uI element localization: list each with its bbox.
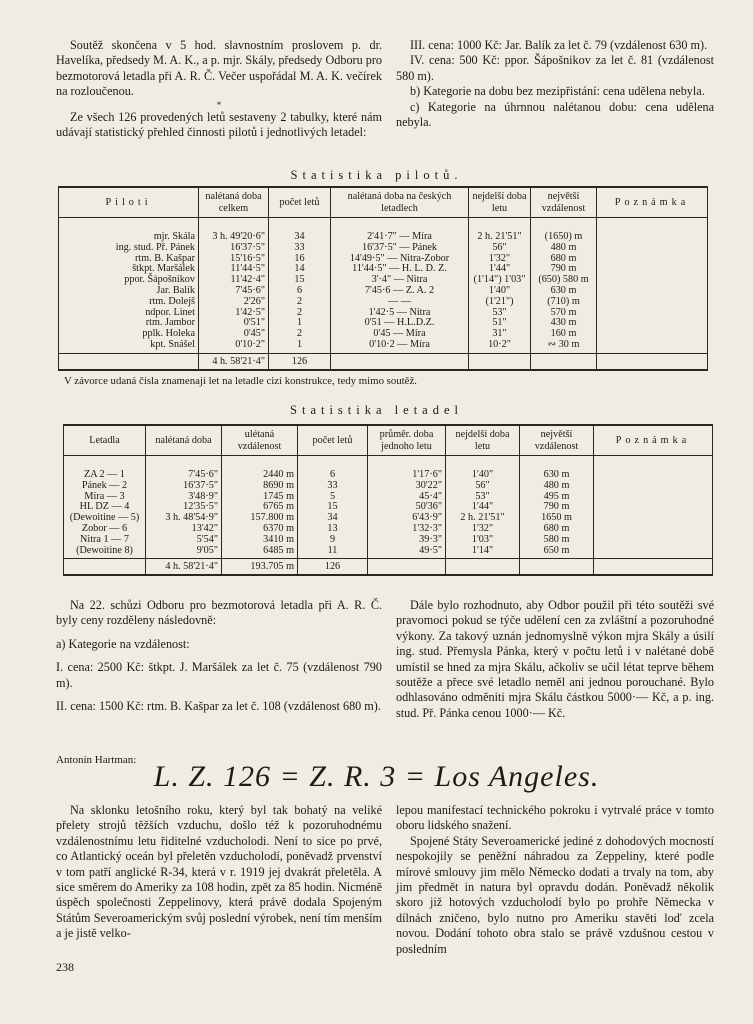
table-column: [146, 466, 222, 559]
table-cell: rtm. B. Kašpar: [135, 252, 195, 264]
table-cell: rtm. Jambor: [145, 317, 195, 329]
table-cell: 51": [492, 317, 507, 329]
table-cell: 1650 m: [541, 512, 572, 524]
table-cell: 160 m: [550, 328, 577, 340]
article-left-column: [56, 803, 382, 942]
table-cell: kpt. Snášel: [150, 338, 195, 350]
table-cell: 3 h. 49'20·6": [212, 231, 265, 242]
table-cell: 6485 m: [263, 544, 294, 556]
table-cell: ppor. Šápošnikov: [124, 274, 195, 286]
table-cell: [597, 545, 709, 556]
table-cell: 3 h. 48'54·9": [165, 512, 218, 524]
total-cell: [594, 559, 713, 576]
header-cell: Poznámka: [594, 425, 713, 456]
header-cell: ulétaná vzdálenost: [222, 425, 298, 456]
paragraph: I. cena: 2500 Kč: štkpt. J. Maršálek za let č. 75 (vzdálenost 790 m).: [56, 660, 382, 690]
table-cell: (1'21"): [485, 295, 514, 307]
table-cell: Míra — 3: [84, 490, 125, 502]
table-cell: 1'44": [471, 501, 494, 513]
table-cell: 0'45": [243, 328, 265, 340]
top-left-column: [56, 38, 382, 140]
table-cell: 16'37·5" — Pánek: [361, 241, 438, 253]
paragraph: II. cena: 1500 Kč: rtm. B. Kašpar za let č. 108 (vzdálenost 680 m).: [56, 699, 381, 714]
paragraph: IV. cena: 500 Kč: ppor. Šápošnikov za let č. 81 (vzdálenost 580 m).: [396, 53, 714, 83]
table-cell: 14'49·5" — Nitra-Zobor: [349, 252, 450, 264]
table-cell: 7'45·6": [188, 469, 218, 480]
total-cell: [331, 353, 469, 370]
header-cell: největší vzdálenost: [531, 187, 597, 218]
table-cell: — —: [388, 295, 411, 307]
table-cell: 2 h. 21'51": [477, 231, 522, 242]
table-cell: HL DZ — 4: [79, 501, 130, 513]
table-cell: 1: [296, 317, 303, 329]
plane-table-title: Statistika letadel: [290, 403, 463, 417]
table-cell: 157.800 m: [250, 512, 294, 524]
table-cell: 570 m: [550, 306, 577, 318]
table-cell: [600, 307, 704, 318]
header-cell: Piloti: [59, 187, 199, 218]
table-cell: ndpor. Linet: [145, 306, 195, 318]
paragraph: III. cena: 1000 Kč: Jar. Balík za let č. 79 (vzdálenost 630 m).: [410, 38, 708, 52]
table-cell: 580 m: [543, 533, 570, 545]
table-cell: 31": [492, 328, 507, 340]
article-title: L. Z. 126 = Z. R. 3 = Los Angeles.: [153, 760, 600, 793]
top-right-column: [396, 38, 714, 130]
table-cell: [600, 296, 704, 307]
table-cell: 53": [492, 306, 507, 318]
table-cell: 1'44": [488, 263, 511, 275]
table-cell: 16: [294, 252, 305, 264]
table-cell: Nitra 1 — 7: [80, 533, 129, 545]
table-cell: 1745 m: [263, 490, 294, 502]
table-cell: 2: [296, 306, 303, 318]
table-cell: (650) 580 m: [538, 274, 589, 286]
table-cell: 5: [329, 490, 336, 502]
mid-right-column: [396, 598, 714, 721]
table-cell: 1'14": [471, 544, 494, 556]
total-cell: [520, 559, 594, 576]
table-cell: 9'05": [196, 544, 218, 556]
table-cell: 34: [327, 512, 338, 524]
header-cell: Letadla: [64, 425, 146, 456]
paragraph: Na sklonku letošního roku, který byl tak bohatý na veliké přelety strojů těžších vzduchu, došlo též k pozoruhodnému vzdálenostnímu letu řiditelné vzducholodi. Není to sice po prvé, co Atlantický oceán byl přeletěn vzducholodí, poněvadž prvenství v tom patří anglické R-34, která v r. 1919 jej dvakrát přeletěla. A sice směrem do Ameriky za 108 hodin, zpět za 85 hodin. Nicméně úspěch společnosti Zeppelinovy, která právě dodala Spojeným Státům Severoamerickým svůj poslední výrobek, není tím menším a je jistě velko-: [56, 803, 382, 941]
table-cell: 53": [475, 490, 490, 502]
table-cell: [600, 253, 704, 264]
table-cell: 7'45·6": [235, 284, 265, 296]
table-cell: [597, 523, 709, 534]
table-cell: 13: [327, 522, 338, 534]
table-cell: 3'48·9": [188, 490, 218, 502]
header-cell: nejdelší doba letu: [446, 425, 520, 456]
plane-statistics-table: [63, 424, 713, 576]
table-cell: 34: [294, 231, 305, 242]
paragraph: Spojené Státy Severoamerické jediné z dohodových mocností nespokojily se peněžní náhradou za Zeppeliny, které podle mírové smlouvy jim mělo Německo dodati a trvaly na tom, aby jim předmět in natura byl opravdu dodán. Poněvadž několik skoro již hotových vzducholodí bylo po prohře Německa v dílnách zničeno, bylo nutno pro Ameriku stavěti loď zcela novou. Dodání tohoto obra stalo se právě vzdušnou cestou v posledním: [396, 833, 714, 956]
table-cell: [597, 501, 709, 512]
table-cell: 6: [296, 284, 303, 296]
table-cell: [597, 512, 709, 523]
table-column: [59, 228, 199, 353]
table-cell: 1'17·6": [412, 469, 442, 480]
table-cell: [600, 263, 704, 274]
table-cell: rtm. Dolejš: [149, 295, 195, 307]
table-cell: pplk. Holeka: [142, 328, 195, 340]
table-cell: [600, 328, 704, 339]
table-column: [446, 466, 520, 559]
table-column: [368, 466, 446, 559]
table-cell: 9: [329, 533, 336, 545]
total-cell: [368, 559, 446, 576]
table-cell: 0'10·2": [235, 338, 265, 350]
header-cell: Poznámka: [597, 187, 708, 218]
table-cell: 3410 m: [263, 533, 294, 545]
table-cell: 30'22": [415, 479, 442, 491]
table-cell: 3'·4" — Nitra: [371, 274, 428, 286]
article-author: Antonín Hartman:: [56, 754, 137, 766]
table-column: [469, 228, 531, 353]
header-cell: průměr. doba jednoho letu: [368, 425, 446, 456]
table-cell: [600, 339, 704, 350]
table-cell: ZA 2 — 1: [83, 469, 126, 480]
table-cell: (710) m: [547, 295, 580, 307]
table-column: [199, 228, 269, 353]
table-cell: 495 m: [543, 490, 570, 502]
total-cell: 4 h. 58'21·4": [199, 353, 269, 370]
table-cell: 5'54": [196, 533, 218, 545]
table-cell: 6370 m: [263, 522, 294, 534]
table-cell: 2440 m: [263, 469, 294, 480]
table-cell: (Dewoitine 8): [76, 544, 133, 556]
table-cell: 15: [327, 501, 338, 513]
table-cell: 49·5": [419, 544, 442, 556]
table-cell: 39·3": [419, 533, 442, 545]
table-cell: 680 m: [543, 522, 570, 534]
table-cell: 480 m: [550, 241, 577, 253]
table-cell: [597, 480, 709, 491]
table-cell: 790 m: [550, 263, 577, 275]
table-cell: Zobor — 6: [81, 522, 128, 534]
pilot-statistics-table: [58, 186, 708, 371]
table-cell: 10·2": [488, 338, 511, 350]
table-cell: 790 m: [543, 501, 570, 513]
table-cell: 11'42·4": [230, 274, 265, 286]
table-cell: 12'35·5": [183, 501, 218, 513]
table-cell: 6765 m: [263, 501, 294, 513]
table-cell: 1'32": [471, 522, 494, 534]
table-cell: [600, 285, 704, 296]
table-cell: 480 m: [543, 479, 570, 491]
table-cell: [597, 491, 709, 502]
table-cell: 430 m: [550, 317, 577, 329]
table-cell: [600, 231, 704, 242]
table-column: [64, 466, 146, 559]
mid-left-column: [56, 598, 382, 714]
paragraph: c) Kategorie na úhrnnou nalétanou dobu: cena udělena nebyla.: [396, 99, 714, 130]
table-cell: 1'32·3": [412, 522, 442, 534]
table-cell: 630 m: [550, 284, 577, 296]
table-column: [597, 228, 708, 353]
table-cell: 33: [327, 479, 338, 491]
paragraph: Soutěž skončena v 5 hod. slavnostním proslovem p. dr. Havelíka, předsedy M. A. K., a p. mjr. Skály, předsedy Odboru pro bezmotorová letadla při A. R. Č. Večer uspořádal M. A. K. večírek na rozloučenou.: [56, 38, 382, 99]
table-cell: 1'42·5": [235, 306, 265, 318]
table-cell: Pánek — 2: [81, 479, 128, 491]
total-cell: 126: [298, 559, 368, 576]
table-cell: 2: [296, 328, 303, 340]
table-cell: 0'45 — Míra: [373, 328, 426, 340]
table-cell: 1'40": [488, 284, 511, 296]
table-cell: 650 m: [543, 544, 570, 556]
total-cell: [446, 559, 520, 576]
ornament-asterisk: *: [216, 99, 222, 110]
table-cell: [600, 242, 704, 253]
pilot-table-title: Statistika pilotů.: [290, 168, 463, 182]
total-cell: [59, 353, 199, 370]
table-cell: (1'14") 1'03": [473, 274, 526, 286]
table-cell: 6: [329, 469, 336, 480]
table-cell: 1'40": [471, 469, 494, 480]
table-cell: 15: [294, 274, 305, 286]
header-cell: nalétaná doba celkem: [199, 187, 269, 218]
total-cell: 193.705 m: [222, 559, 298, 576]
table-cell: 11'44·5" — H. L. D. Z.: [352, 263, 447, 275]
total-cell: 126: [269, 353, 331, 370]
page-number: 238: [56, 960, 74, 974]
table-cell: ing. stud. Př. Pánek: [115, 241, 195, 253]
table-cell: 16'37·5": [230, 241, 265, 253]
table-cell: 7'45·6 — Z. A. 2: [364, 284, 435, 296]
table-cell: 8690 m: [263, 479, 294, 491]
table-cell: 33: [294, 241, 305, 253]
total-cell: 4 h. 58'21·4": [146, 559, 222, 576]
table-cell: 15'16·5": [230, 252, 265, 264]
total-cell: [469, 353, 531, 370]
table-cell: 11: [327, 544, 338, 556]
table-cell: (Dewoitine — 5): [69, 512, 140, 524]
paragraph: a) Kategorie na vzdálenost:: [56, 636, 190, 651]
table-cell: [597, 469, 709, 480]
table-cell: 630 m: [543, 469, 570, 480]
paragraph: Dále bylo rozhodnuto, aby Odbor použil při této soutěži své pravomoci pokud se týče udělení cen za zvláštní a pozoruhodné výkony. Za takový uznán jednomyslně výkon mjra Skály a úsilí ing. stud. Přemysla Pánka, který v počtu letů i v nalétané době umístil se hned za mjra Skálu, ačkoliv se učil létat teprve během soutěže a přece své letadlo neměl ani jednou porouchané. Bylo odhlasováno odměniti mjra Skálu částkou 5000·— Kč, a p. ing. stud. Př. Pánka cenou 1000·— Kč.: [396, 598, 714, 720]
table-cell: 2'26": [243, 295, 265, 307]
table-column: [531, 228, 597, 353]
table-column: [222, 466, 298, 559]
total-cell: [531, 353, 597, 370]
table-cell: 1'42·5 — Nitra: [368, 306, 431, 318]
header-cell: největší vzdálenost: [520, 425, 594, 456]
table-cell: [600, 317, 704, 328]
paragraph: Na 22. schůzi Odboru pro bezmotorová letadla při A. R. Č. byly ceny rozděleny následovně:: [56, 598, 382, 628]
table-cell: 50'36": [415, 501, 442, 513]
table-cell: 0'51 — H.L.D.Z.: [364, 317, 435, 329]
table-column: [520, 466, 594, 559]
table-cell: 0'10·2 — Míra: [369, 338, 430, 350]
table-cell: 11'44·5": [230, 263, 265, 275]
table-cell: 45·4": [419, 490, 442, 502]
table-cell: 1: [296, 338, 303, 350]
table-column: [594, 466, 713, 559]
total-cell: [64, 559, 146, 576]
table-cell: 2 h. 21'51": [460, 512, 505, 524]
paragraph: b) Kategorie na dobu bez mezipřistání: cena udělena nebyla.: [410, 84, 705, 99]
table-cell: 56": [492, 241, 507, 253]
table-cell: 1'32": [488, 252, 511, 264]
table-cell: [600, 274, 704, 285]
table-cell: 2'41·7" — Míra: [367, 231, 432, 242]
table-cell: mjr. Skála: [153, 231, 195, 242]
table-cell: Jar. Balík: [156, 284, 195, 296]
article-right-column: [396, 803, 714, 957]
table-cell: 16'37·5": [183, 479, 218, 491]
table-cell: 56": [475, 479, 490, 491]
table-cell: [597, 534, 709, 545]
table-cell: 6'43·9": [412, 512, 442, 524]
table-cell: 1'03": [471, 533, 494, 545]
table-column: [331, 228, 469, 353]
table-cell: 13'42": [191, 522, 218, 534]
header-cell: počet letů: [298, 425, 368, 456]
table-cell: 0'51": [243, 317, 265, 329]
header-cell: nejdelší doba letu: [469, 187, 531, 218]
table-column: [269, 228, 331, 353]
paragraph: Ze všech 126 provedených letů sestaveny 2 tabulky, které nám udávají statistický přehled činnosti pilotů i jednotlivých letadel:: [56, 109, 382, 140]
table-column: [298, 466, 368, 559]
table-cell: 680 m: [550, 252, 577, 264]
header-cell: nalétaná doba na českých letadlech: [331, 187, 469, 218]
table-cell: štkpt. Maršálek: [132, 263, 195, 275]
table-cell: 14: [294, 263, 305, 275]
pilot-table-note: V závorce udaná čísla znamenají let na letadle cizí konstrukce, tedy mimo soutěž.: [64, 375, 417, 387]
paragraph: lepou manifestací technického pokroku i vytrvalé práce v tomto oboru lidského snažení.: [396, 803, 714, 833]
table-cell: 2: [296, 295, 303, 307]
total-cell: [597, 353, 708, 370]
header-cell: počet letů: [269, 187, 331, 218]
header-cell: nalétaná doba: [146, 425, 222, 456]
table-cell: (1650) m: [544, 231, 583, 242]
table-cell: ∾ 30 m: [547, 338, 580, 350]
